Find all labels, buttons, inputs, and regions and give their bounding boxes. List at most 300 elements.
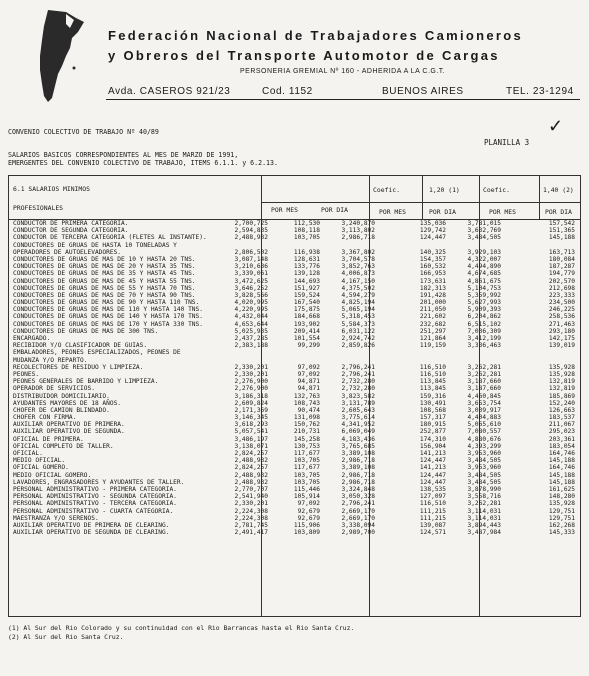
- value-cell: 3,472,625: [234, 277, 268, 285]
- value-cell: 111,215: [419, 507, 446, 515]
- category-cell: AYUDANTES MAYORES DE 18 AÑOS.: [13, 399, 122, 407]
- header-divider: [106, 99, 580, 100]
- coef1-label: Coefic.: [373, 186, 400, 194]
- category-cell: MUDANZA Y/O REPARTO.: [13, 356, 88, 364]
- table-row: [9, 515, 580, 522]
- value-cell: 161,625: [548, 485, 575, 493]
- value-cell: 175,875: [293, 306, 320, 314]
- category-cell: AUXILIAR OPERATIVO DE PRIMERA.: [13, 421, 125, 429]
- table-row: [9, 500, 580, 507]
- value-cell: 3,929,103: [467, 248, 501, 256]
- footnote-2: (2) Al Sur del Rio Santa Cruz.: [8, 633, 124, 641]
- category-cell: ENCARGADO.: [13, 335, 51, 342]
- value-cell: 4,020,995: [234, 299, 268, 307]
- value-cell: 94,871: [297, 385, 320, 393]
- value-cell: 128,631: [293, 255, 320, 263]
- category-cell: CONDUCTORES DE GRUAS DE MAS DE 70 Y HASTA 90 TNS.: [13, 291, 196, 299]
- value-cell: 5,909,393: [467, 306, 501, 314]
- value-cell: 119,159: [419, 342, 446, 350]
- value-cell: 2,330,201: [234, 370, 268, 378]
- value-cell: 2,781,745: [234, 521, 268, 529]
- value-cell: 2,488,932: [234, 478, 268, 486]
- value-cell: 3,765,685: [341, 442, 375, 450]
- value-cell: 124,447: [419, 471, 446, 479]
- value-cell: 3,367,802: [341, 248, 375, 256]
- value-cell: 2,488,932: [234, 457, 268, 465]
- value-cell: 3,484,505: [467, 457, 501, 465]
- value-cell: 2,669,170: [341, 514, 375, 522]
- value-cell: 252,877: [419, 428, 446, 436]
- category-cell: RECIBIDOR Y/O CLASIFICADOR DE GUIAS.: [13, 342, 148, 350]
- value-cell: 4,460,845: [467, 392, 501, 400]
- value-cell: 2,986,718: [341, 478, 375, 486]
- category-cell: CONDUCTOR DE PRIMERA CATEGORIA.: [13, 220, 129, 227]
- table-row: [9, 436, 580, 443]
- value-cell: 135,928: [548, 363, 575, 371]
- value-cell: 221,602: [419, 313, 446, 321]
- value-cell: 2,806,502: [234, 248, 268, 256]
- value-cell: 151,365: [548, 227, 575, 235]
- value-cell: 124,571: [419, 529, 446, 537]
- category-cell: OPERADORES DE AUTOELEVADORES.: [13, 248, 122, 256]
- value-cell: 141,213: [419, 464, 446, 472]
- header-rule: [261, 202, 580, 203]
- value-cell: 183,537: [548, 414, 575, 422]
- value-cell: 3,487,984: [467, 529, 501, 537]
- value-cell: 3,039,917: [467, 406, 501, 414]
- value-cell: 145,188: [548, 478, 575, 486]
- coef2-label: Coefic.: [483, 186, 510, 194]
- value-cell: 4,674,685: [467, 270, 501, 278]
- value-cell: 101,554: [293, 335, 320, 342]
- value-cell: 139,128: [293, 270, 320, 278]
- category-cell: MAESTRANZA Y/O SERENOS.: [13, 514, 99, 522]
- value-cell: 2,605,643: [341, 406, 375, 414]
- table-row: [9, 421, 580, 428]
- value-cell: 152,240: [548, 399, 575, 407]
- value-cell: 124,447: [419, 234, 446, 242]
- value-cell: 135,036: [419, 220, 446, 227]
- value-cell: 116,510: [419, 500, 446, 508]
- value-cell: 2,330,201: [234, 500, 268, 508]
- category-cell: OPERADOR DE SERVICIOS.: [13, 385, 95, 393]
- value-cell: 2,224,308: [234, 514, 268, 522]
- value-cell: 97,092: [297, 500, 320, 508]
- table-row: [9, 464, 580, 471]
- category-cell: PERSONAL ADMINISTRATIVO - TERCERA CATEGORIA.: [13, 500, 177, 508]
- value-cell: 2,488,932: [234, 234, 268, 242]
- value-cell: 2,824,257: [234, 450, 268, 457]
- value-cell: 164,746: [548, 464, 575, 472]
- value-cell: 3,146,345: [234, 414, 268, 422]
- value-cell: 7,080,557: [467, 428, 501, 436]
- value-cell: 3,050,328: [341, 493, 375, 501]
- coef1-value: 1,20 (1): [429, 186, 460, 194]
- category-cell: CONDUCTORES DE GRUAS DE MAS DE 90 Y HASTA 110 TNS.: [13, 299, 200, 307]
- value-cell: 2,609,824: [234, 399, 268, 407]
- value-cell: 201,000: [419, 299, 446, 307]
- value-cell: 3,486,197: [234, 435, 268, 443]
- value-cell: 293,180: [548, 327, 575, 335]
- category-cell: CONDUCTOR DE TERCERA CATEGORIA (FLETES AL INSTANTE).: [13, 234, 207, 242]
- value-cell: 2,732,280: [341, 385, 375, 393]
- value-cell: 4,494,890: [467, 263, 501, 271]
- value-cell: 194,779: [548, 270, 575, 278]
- table-row: [9, 407, 580, 414]
- value-cell: 3,558,716: [467, 493, 501, 501]
- value-cell: 141,213: [419, 450, 446, 457]
- value-cell: 3,775,614: [341, 414, 375, 422]
- value-cell: 103,705: [293, 234, 320, 242]
- value-cell: 92,679: [297, 507, 320, 515]
- value-cell: 108,118: [293, 227, 320, 235]
- category-cell: PERSONAL ADMINISTRATIVO - PRIMERA CATEGORIA.: [13, 485, 177, 493]
- value-cell: 2,276,900: [234, 385, 268, 393]
- table-row: [9, 414, 580, 421]
- value-cell: 112,530: [293, 220, 320, 227]
- value-cell: 4,322,007: [467, 255, 501, 263]
- value-cell: 180,084: [548, 255, 575, 263]
- value-cell: 3,240,870: [341, 220, 375, 227]
- value-cell: 166,953: [419, 270, 446, 278]
- value-cell: 126,663: [548, 406, 575, 414]
- value-cell: 3,852,763: [341, 263, 375, 271]
- value-cell: 3,113,802: [341, 227, 375, 235]
- category-cell: EMBALADORES, PEONES ESPECIALIZADOS, PEONES DE: [13, 349, 181, 357]
- value-cell: 3,704,578: [341, 255, 375, 263]
- value-cell: 246,225: [548, 306, 575, 314]
- value-cell: 7,036,309: [467, 327, 501, 335]
- value-cell: 145,333: [548, 529, 575, 537]
- table-row: [9, 227, 580, 234]
- value-cell: 90,474: [297, 406, 320, 414]
- table-row: [9, 278, 580, 285]
- category-cell: CONDUCTORES DE GRUAS DE MAS DE 20 Y HASTA 35 TNS.: [13, 263, 196, 271]
- category-cell: PERSONAL ADMINISTRATIVO - SEGUNDA CATEGORIA.: [13, 493, 177, 501]
- value-cell: 234,500: [548, 299, 575, 307]
- value-cell: 139,019: [548, 342, 575, 350]
- value-cell: 131,098: [293, 414, 320, 422]
- value-cell: 223,333: [548, 291, 575, 299]
- federation-title-line-2: y Obreros del Transporte Automotor de Cargas: [108, 48, 500, 63]
- value-cell: 2,796,241: [341, 500, 375, 508]
- category-cell: PERSONAL ADMINISTRATIVO - CUARTA CATEGORIA.: [13, 507, 174, 515]
- category-cell: CHOFER DE CAMION BLINDADO.: [13, 406, 110, 414]
- value-cell: 3,484,505: [467, 234, 501, 242]
- value-cell: 117,677: [293, 464, 320, 472]
- category-cell: CONDUCTORES DE GRUAS DE MAS DE 45 Y HASTA 55 TNS.: [13, 277, 196, 285]
- col-divider: [422, 176, 423, 220]
- value-cell: 4,880,676: [467, 435, 501, 443]
- value-cell: 159,316: [419, 392, 446, 400]
- value-cell: 116,938: [293, 248, 320, 256]
- value-cell: 5,584,373: [341, 320, 375, 328]
- table-row: [9, 450, 580, 457]
- value-cell: 130,753: [293, 442, 320, 450]
- value-cell: 2,594,835: [234, 227, 268, 235]
- value-cell: 203,361: [548, 435, 575, 443]
- category-cell: MEDIO OFICIAL GOMERO.: [13, 471, 92, 479]
- category-cell: CONDUCTORES DE GRUAS DE MAS DE 35 Y HASTA 45 TNS.: [13, 270, 196, 278]
- value-cell: 94,871: [297, 378, 320, 386]
- value-cell: 103,705: [293, 478, 320, 486]
- value-cell: 212,698: [548, 284, 575, 292]
- value-cell: 99,299: [297, 342, 320, 350]
- intro-line-2: EMERGENTES DEL CONVENIO COLECTIVO DE TRABAJO, ITEMS 6.1.1. y 6.2.13.: [8, 159, 278, 167]
- value-cell: 133,776: [293, 263, 320, 271]
- value-cell: 124,447: [419, 478, 446, 486]
- table-row: [9, 493, 580, 500]
- table-row: [9, 443, 580, 450]
- value-cell: 113,845: [419, 385, 446, 393]
- category-cell: CHOFER CON FIRMA.: [13, 414, 77, 422]
- value-cell: 3,823,582: [341, 392, 375, 400]
- value-cell: 164,746: [548, 450, 575, 457]
- value-cell: 132,819: [548, 378, 575, 386]
- value-cell: 191,428: [419, 291, 446, 299]
- value-cell: 129,751: [548, 514, 575, 522]
- value-cell: 154,357: [419, 255, 446, 263]
- value-cell: 108,568: [419, 406, 446, 414]
- category-cell: CONDUCTORES DE GRUAS DE HASTA 10 TONELADAS Y: [13, 241, 177, 249]
- value-cell: 3,114,031: [467, 507, 501, 515]
- address: Avda. CASEROS 921/23: [108, 86, 231, 97]
- planilla-number: PLANILLA 3: [484, 138, 530, 147]
- value-cell: 127,097: [419, 493, 446, 501]
- value-cell: 173,631: [419, 277, 446, 285]
- value-cell: 3,646,252: [234, 284, 268, 292]
- value-cell: 6,031,122: [341, 327, 375, 335]
- category-cell: AUXILIAR OPERATIVO DE PRIMERA DE CLEARING.: [13, 521, 170, 529]
- value-cell: 145,258: [293, 435, 320, 443]
- value-cell: 3,336,463: [467, 342, 501, 350]
- value-cell: 2,824,257: [234, 464, 268, 472]
- value-cell: 129,751: [548, 507, 575, 515]
- table-row: [9, 256, 580, 263]
- value-cell: 3,187,660: [467, 378, 501, 386]
- category-cell: LAVADORES, ENGRASADORES Y AYUDANTES DE TALLER.: [13, 478, 185, 486]
- table-row: [9, 242, 580, 249]
- value-cell: 3,953,960: [467, 464, 501, 472]
- category-cell: CONDUCTORES DE GRUAS DE MAS DE 55 Y HASTA 70 TNS.: [13, 284, 196, 292]
- value-cell: 117,677: [293, 450, 320, 457]
- category-cell: CONDUCTOR DE SEGUNDA CATEGORIA.: [13, 227, 129, 235]
- value-cell: 184,668: [293, 313, 320, 321]
- value-cell: 4,861,675: [467, 277, 501, 285]
- value-cell: 2,491,417: [234, 529, 268, 537]
- value-cell: 6,515,102: [467, 320, 501, 328]
- value-cell: 2,986,718: [341, 471, 375, 479]
- telephone: TEL. 23-1294: [506, 86, 574, 97]
- federation-title-line-1: Federación Nacional de Trabajadores Camioneros: [108, 28, 524, 43]
- category-cell: CONDUCTORES DE GRUAS DE MAS DE 110 Y HASTA 140 TNS.: [13, 306, 203, 314]
- table-row: [9, 371, 580, 378]
- value-cell: 258,536: [548, 313, 575, 321]
- value-cell: 151,927: [293, 284, 320, 292]
- value-cell: 2,541,940: [234, 493, 268, 501]
- value-cell: 3,262,281: [467, 363, 501, 371]
- value-cell: 211,067: [548, 421, 575, 429]
- value-cell: 144,693: [293, 277, 320, 285]
- value-cell: 3,187,660: [467, 385, 501, 393]
- value-cell: 251,297: [419, 327, 446, 335]
- value-cell: 157,317: [419, 414, 446, 422]
- value-cell: 3,781,015: [467, 220, 501, 227]
- value-cell: 129,742: [419, 227, 446, 235]
- table-row: [9, 378, 580, 385]
- value-cell: 3,828,566: [234, 291, 268, 299]
- city: BUENOS AIRES: [382, 86, 464, 97]
- value-cell: 3,389,108: [341, 464, 375, 472]
- value-cell: 103,705: [293, 457, 320, 465]
- value-cell: 160,532: [419, 263, 446, 271]
- table-row: [9, 364, 580, 371]
- table-row: [9, 342, 580, 349]
- value-cell: 108,743: [293, 399, 320, 407]
- value-cell: 271,463: [548, 320, 575, 328]
- category-cell: MEDIO OFICIAL.: [13, 457, 66, 465]
- value-cell: 2,224,308: [234, 507, 268, 515]
- value-cell: 4,393,299: [467, 442, 501, 450]
- footnotes: [8, 624, 354, 642]
- value-cell: 135,928: [548, 370, 575, 378]
- value-cell: 2,276,900: [234, 378, 268, 386]
- value-cell: 209,414: [293, 327, 320, 335]
- table-row: [9, 479, 580, 486]
- table-row: [9, 522, 580, 529]
- category-cell: OFICIAL.: [13, 450, 43, 457]
- table-row: [9, 234, 580, 241]
- salary-table: [8, 175, 581, 617]
- value-cell: 3,632,769: [467, 227, 501, 235]
- table-row: [9, 472, 580, 479]
- value-cell: 193,902: [293, 320, 320, 328]
- value-cell: 145,188: [548, 457, 575, 465]
- value-cell: 4,341,952: [341, 421, 375, 429]
- coef1-por-mes-header: POR MES: [379, 208, 406, 216]
- value-cell: 132,819: [548, 385, 575, 393]
- intro-line-1: SALARIOS BASICOS CORRESPONDIENTES AL MES DE MARZO DE 1991,: [8, 151, 239, 159]
- value-cell: 130,491: [419, 399, 446, 407]
- value-cell: 138,535: [419, 485, 446, 493]
- value-cell: 113,845: [419, 378, 446, 386]
- value-cell: 3,894,443: [467, 521, 501, 529]
- value-cell: 162,268: [548, 521, 575, 529]
- value-cell: 157,542: [548, 220, 575, 227]
- value-cell: 295,023: [548, 428, 575, 436]
- value-cell: 111,215: [419, 514, 446, 522]
- table-row: [9, 349, 580, 356]
- value-cell: 148,280: [548, 493, 575, 501]
- value-cell: 4,825,194: [341, 299, 375, 307]
- value-cell: 116,510: [419, 363, 446, 371]
- value-cell: 2,770,707: [234, 485, 268, 493]
- value-cell: 3,262,281: [467, 370, 501, 378]
- profesionales-header: PROFESIONALES: [13, 204, 64, 212]
- table-row: [9, 385, 580, 392]
- value-cell: 2,796,241: [341, 363, 375, 371]
- table-row: [9, 508, 580, 515]
- value-cell: 2,330,201: [234, 363, 268, 371]
- value-cell: 3,131,789: [341, 399, 375, 407]
- value-cell: 103,705: [293, 471, 320, 479]
- category-cell: PEONES GENERALES DE BARRIDO Y LIMPIEZA.: [13, 378, 159, 386]
- value-cell: 180,915: [419, 421, 446, 429]
- value-cell: 92,679: [297, 514, 320, 522]
- value-cell: 2,437,285: [234, 335, 268, 342]
- value-cell: 4,594,279: [341, 291, 375, 299]
- value-cell: 97,092: [297, 363, 320, 371]
- value-cell: 3,953,960: [467, 450, 501, 457]
- value-cell: 2,383,188: [234, 342, 268, 350]
- value-cell: 5,359,992: [467, 291, 501, 299]
- category-cell: OFICIAL GOMERO.: [13, 464, 69, 472]
- category-cell: CONDUCTORES DE GRUAS DE MAS DE 170 Y HASTA 330 TNS.: [13, 320, 203, 328]
- col-divider: [539, 176, 540, 220]
- table-row: [9, 270, 580, 277]
- value-cell: 183,054: [548, 442, 575, 450]
- category-cell: CONDUCTORES DE GRUAS DE MAS DE 300 TNS.: [13, 327, 159, 335]
- value-cell: 3,618,293: [234, 421, 268, 429]
- value-cell: 5,065,610: [467, 421, 501, 429]
- table-row: [9, 457, 580, 464]
- value-cell: 4,432,044: [234, 313, 268, 321]
- value-cell: 142,175: [548, 335, 575, 342]
- table-row: [9, 292, 580, 299]
- value-cell: 5,627,993: [467, 299, 501, 307]
- handwritten-mark: ✓: [548, 116, 564, 137]
- value-cell: 2,859,826: [341, 342, 375, 350]
- value-cell: 3,087,148: [234, 255, 268, 263]
- value-cell: 3,484,505: [467, 471, 501, 479]
- value-cell: 121,864: [419, 335, 446, 342]
- table-row: [9, 393, 580, 400]
- value-cell: 3,878,990: [467, 485, 501, 493]
- value-cell: 3,210,636: [234, 263, 268, 271]
- value-cell: 5,318,453: [341, 313, 375, 321]
- value-cell: 3,186,318: [234, 392, 268, 400]
- value-cell: 140,325: [419, 248, 446, 256]
- value-cell: 3,339,061: [234, 270, 268, 278]
- value-cell: 150,762: [293, 421, 320, 429]
- personeria-gremial: PERSONERIA GREMIAL Nº 160 - ADHERIDA A LA C.G.T.: [240, 68, 446, 75]
- footnote-1: (1) Al Sur del Rio Colorado y su continuidad con el Rio Barrancas hasta el Rio Santa Cruz.: [8, 624, 355, 632]
- value-cell: 2,986,718: [341, 234, 375, 242]
- value-cell: 3,484,505: [467, 478, 501, 486]
- section-title: 6.1 SALARIOS MINIMOS: [13, 185, 90, 193]
- table-row: [9, 313, 580, 320]
- category-cell: OFICIAL COMPLETO DE TALLER.: [13, 442, 114, 450]
- value-cell: 2,796,241: [341, 370, 375, 378]
- category-cell: CONDUCTORES DE GRUAS DE MAS DE 140 Y HASTA 170 TNS.: [13, 313, 203, 321]
- por-mes-header: POR MES: [271, 206, 298, 214]
- category-cell: RECOLECTORES DE RESIDUO Y LIMPIEZA.: [13, 363, 144, 371]
- value-cell: 5,025,935: [234, 327, 268, 335]
- value-cell: 2,700,725: [234, 220, 268, 227]
- value-cell: 4,404,883: [467, 414, 501, 422]
- value-cell: 156,904: [419, 442, 446, 450]
- table-body: [9, 220, 580, 536]
- category-cell: PEONES.: [13, 370, 40, 378]
- value-cell: 2,488,932: [234, 471, 268, 479]
- table-row: [9, 285, 580, 292]
- table-row: [9, 263, 580, 270]
- value-cell: 182,313: [419, 284, 446, 292]
- por-dia-header: POR DIA: [321, 206, 348, 214]
- value-cell: 210,731: [293, 428, 320, 436]
- value-cell: 6,204,862: [467, 313, 501, 321]
- value-cell: 145,188: [548, 471, 575, 479]
